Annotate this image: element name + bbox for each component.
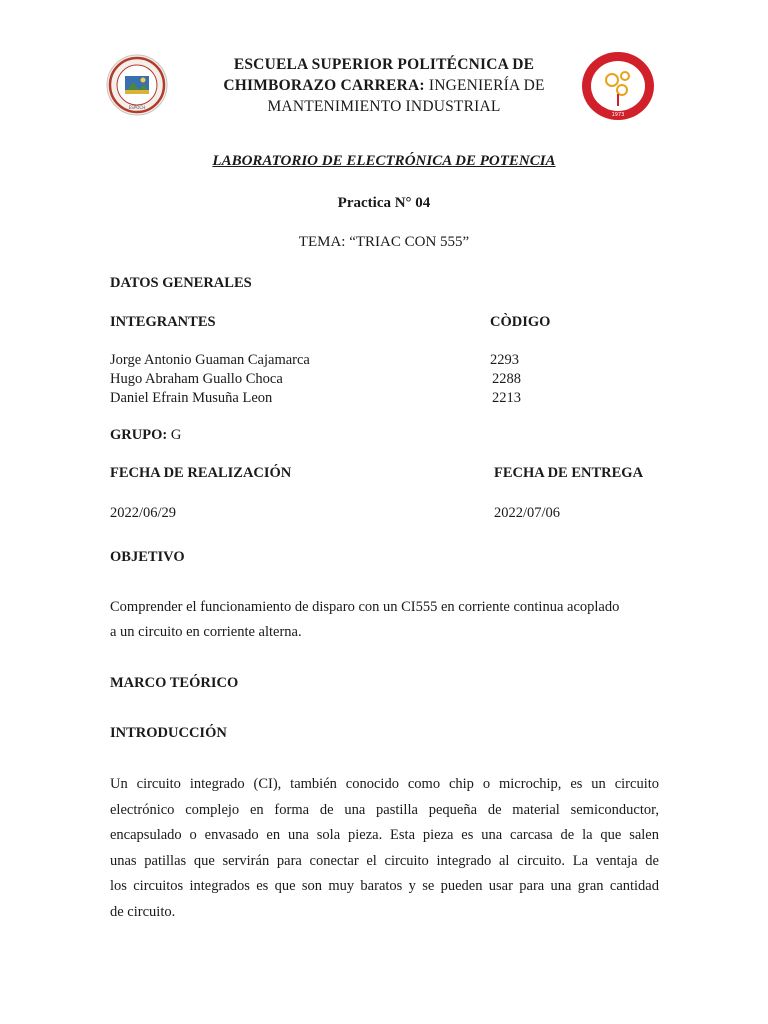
paragraph-line: encapsulado o envasado en una sola pieza. Esta pieza es una carcasa de la que salen bbox=[110, 827, 659, 843]
delivery-date-value: 2022/07/06 bbox=[494, 505, 561, 521]
realization-date-label: FECHA DE REALIZACIÓN bbox=[110, 465, 292, 481]
espoch-seal-icon bbox=[106, 54, 168, 116]
faculty-mechanics-seal-icon bbox=[580, 50, 656, 122]
paragraph-line: Un circuito integrado (CI), también conocido como chip o microchip, es un circuito bbox=[110, 776, 659, 792]
section-general-data: DATOS GENERALES bbox=[110, 275, 252, 291]
delivery-date-label: FECHA DE ENTREGA bbox=[494, 465, 644, 481]
member-code: 2213 bbox=[492, 390, 521, 406]
introduction-paragraph bbox=[110, 772, 659, 925]
member-name: Jorge Antonio Guaman Cajamarca bbox=[110, 352, 310, 368]
practice-number: Practica N° 04 bbox=[337, 195, 431, 211]
theoretical-framework-heading: MARCO TEÓRICO bbox=[110, 675, 239, 691]
members-header: INTEGRANTES bbox=[110, 314, 216, 330]
lab-title: LABORATORIO DE ELECTRÓNICA DE POTENCIA bbox=[212, 153, 556, 169]
introduction-heading: INTRODUCCIÓN bbox=[110, 725, 227, 741]
member-name: Daniel Efrain Musuña Leon bbox=[110, 390, 273, 406]
seal-year: 1973 bbox=[611, 112, 625, 118]
objective-heading: OBJETIVO bbox=[110, 549, 185, 565]
member-code: 2288 bbox=[492, 371, 521, 387]
paragraph-line: de circuito. bbox=[110, 903, 176, 920]
group-line bbox=[110, 427, 181, 444]
institution-header bbox=[190, 54, 578, 117]
objective-text-line: Comprender el funcionamiento de disparo con un CI555 en corriente continua acoplado bbox=[110, 599, 620, 615]
objective-text-line: a un circuito en corriente alterna. bbox=[110, 624, 302, 640]
realization-date-value: 2022/06/29 bbox=[110, 505, 177, 521]
member-name: Hugo Abraham Guallo Choca bbox=[110, 371, 283, 387]
topic: TEMA: “TRIAC CON 555” bbox=[298, 234, 470, 250]
member-code: 2293 bbox=[490, 352, 519, 368]
svg-text:ESPOCH: ESPOCH bbox=[128, 105, 146, 110]
header-line-3: MANTENIMIENTO INDUSTRIAL bbox=[267, 98, 501, 115]
header-line-2: CHIMBORAZO CARRERA: INGENIERÍA DE bbox=[223, 77, 545, 94]
code-header: CÒDIGO bbox=[490, 314, 551, 330]
group-value: G bbox=[167, 427, 182, 443]
faculty-mechanics-seal-logo bbox=[580, 50, 656, 122]
paragraph-line: los circuitos integrados es que son muy baratos y se pueden usar para una gran cantidad bbox=[110, 878, 659, 894]
paragraph-line: unas patillas que servirán para conectar el circuito integrado al circuito. La ventaja de bbox=[110, 852, 659, 869]
espoch-seal-logo bbox=[106, 54, 168, 116]
header-line-1: ESCUELA SUPERIOR POLITÉCNICA DE bbox=[233, 56, 535, 73]
group-label: GRUPO: bbox=[110, 427, 168, 443]
paragraph-line: electrónico complejo en forma de una pastilla pequeña de material semiconductor, bbox=[110, 801, 659, 818]
